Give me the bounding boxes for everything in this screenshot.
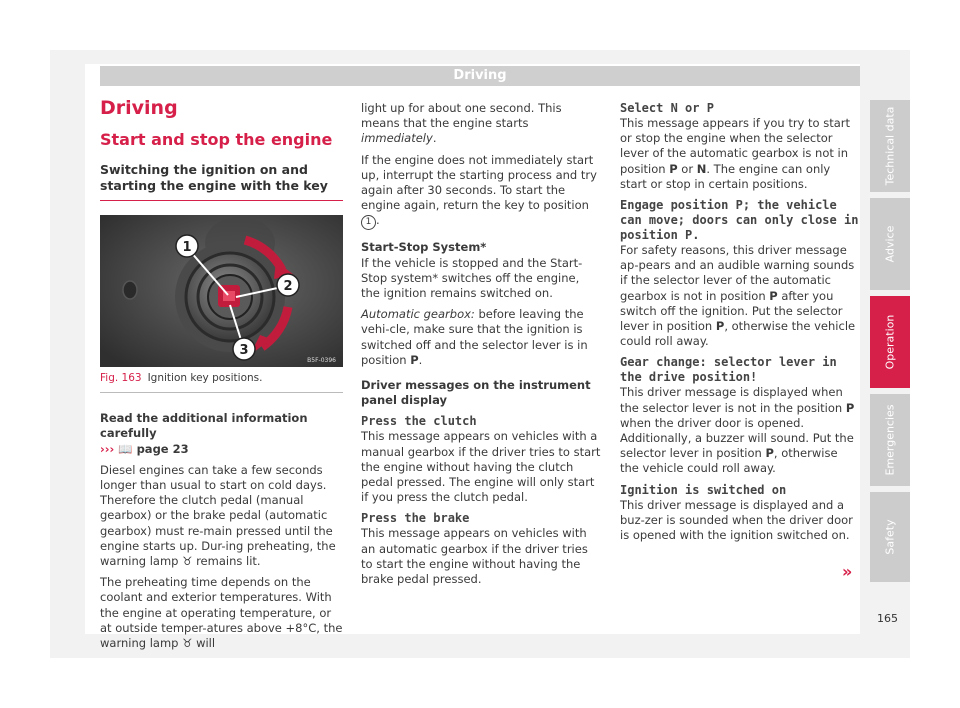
continue-icon: » (842, 562, 853, 581)
ignition-figure (100, 215, 343, 367)
message-press-brake: Press the brake This message appears on vehicles with an automatic gearbox if the driver tries to start the engine without having the brake pedal pressed. (361, 511, 601, 587)
message-select-n-or-p: Select N or P This message appears if you try to start or stop the engine when the selector lever of the automatic gearbox is not in position P or N. The engine can only start or stop in certain positions. (620, 101, 860, 192)
position-2-label: 2 (283, 279, 293, 294)
tab-safety[interactable]: Safety (870, 492, 910, 582)
book-icon: 📖 (118, 441, 133, 456)
message-ignition-on: Ignition is switched on This driver message is displayed and a buz-zer is sounded when the driver door is opened with the ignition switched on. (620, 483, 860, 544)
message-title: Press the brake (361, 511, 470, 526)
figure-number: Fig. 163 (100, 372, 142, 384)
subsection-title: Switching the ignition on and starting the engine with the key (100, 162, 343, 201)
tab-advice[interactable]: Advice (870, 198, 910, 290)
message-engage-p: Engage position P; the vehicle can move; doors can only close in position P. For safety reasons, this driver message ap-pears and an audible warning sounds if the selector lever of the automatic gearbox is not in position P after you switch off the ignition. Put the selector lever in position P, otherwise the vehicle could roll away. (620, 198, 859, 349)
start-stop-section (361, 240, 601, 301)
read-more-link[interactable] (100, 442, 343, 457)
page-title: Driving (100, 97, 178, 119)
diesel-paragraph: Diesel engines can take a few seconds longer than usual to start on cold days. Therefore the clutch pedal (manual gearbox) or the brake pedal (automatic gearbox) must re-main pressed until the engine starts up. Dur-ing preheating, the warning lamp ♉ remains lit. (100, 462, 336, 569)
link-arrow-icon: ››› (100, 441, 115, 456)
figure-caption-text: Ignition key positions. (147, 372, 263, 384)
position-3-label: 3 (239, 343, 249, 358)
message-title: Press the clutch (361, 414, 477, 429)
message-title: Engage position P; the vehicle can move; doors can only close in position P. (620, 198, 859, 243)
retry-paragraph: If the engine does not immediately start up, interrupt the starting process and try again after 30 seconds. To start the engine again, return the key to position 1 . (361, 153, 601, 231)
one-second-paragraph: light up for about one second. This means that the engine starts immediately. (361, 101, 562, 146)
position-1-badge: 1 (361, 215, 376, 230)
message-title: Select N or P (620, 101, 714, 115)
automatic-gearbox-paragraph: Automatic gearbox: before leaving the vehi-cle, make sure that the ignition is switched off and the selector lever is in position P. (361, 307, 588, 367)
driver-messages-title: Driver messages on the instrument panel display (361, 378, 591, 408)
figure-caption (100, 371, 343, 393)
tab-emergencies[interactable]: Emergencies (870, 394, 910, 486)
position-1-label: 1 (182, 240, 192, 255)
message-title: Gear change: selector lever in the drive position! (620, 355, 837, 385)
column-3 (620, 101, 860, 549)
start-stop-text: If the vehicle is stopped and the Start-Stop system* switches off the engine, the ignition remains switched on. (361, 255, 583, 301)
start-stop-title: Start-Stop System* (361, 240, 487, 255)
message-press-clutch: Press the clutch This message appears on vehicles with a manual gearbox if the driver tries to start the engine without having the clutch pedal pressed. The engine will only start if you press the clutch pedal. (361, 414, 601, 505)
tab-technical-data[interactable]: Technical data (870, 100, 910, 192)
message-title: Ignition is switched on (620, 482, 787, 497)
section-title: Start and stop the engine (100, 130, 333, 149)
column-1 (100, 96, 343, 657)
figure-code: B5F-0396 (307, 357, 336, 364)
header-title: Driving (100, 66, 860, 86)
ignition-illustration (100, 215, 343, 367)
page-number: 165 (877, 612, 898, 625)
read-more-title: Read the additional information carefully (100, 411, 308, 441)
column-2 (361, 101, 601, 593)
read-more-page: page 23 (136, 441, 189, 456)
tab-operation[interactable]: Operation (870, 296, 910, 388)
preheating-paragraph: The preheating time depends on the coolant and exterior temperatures. With the engine at operating temperature, or at outside temper-atures above +8°C, the warning lamp ♉ will (100, 575, 343, 651)
message-gear-change: Gear change: selector lever in the drive position! This driver message is displayed when the selector lever is not in the position P when the driver door is opened. Additionally, a buzzer will sound. Put the selector lever in position P, otherwise the vehicle could roll away. (620, 355, 860, 476)
